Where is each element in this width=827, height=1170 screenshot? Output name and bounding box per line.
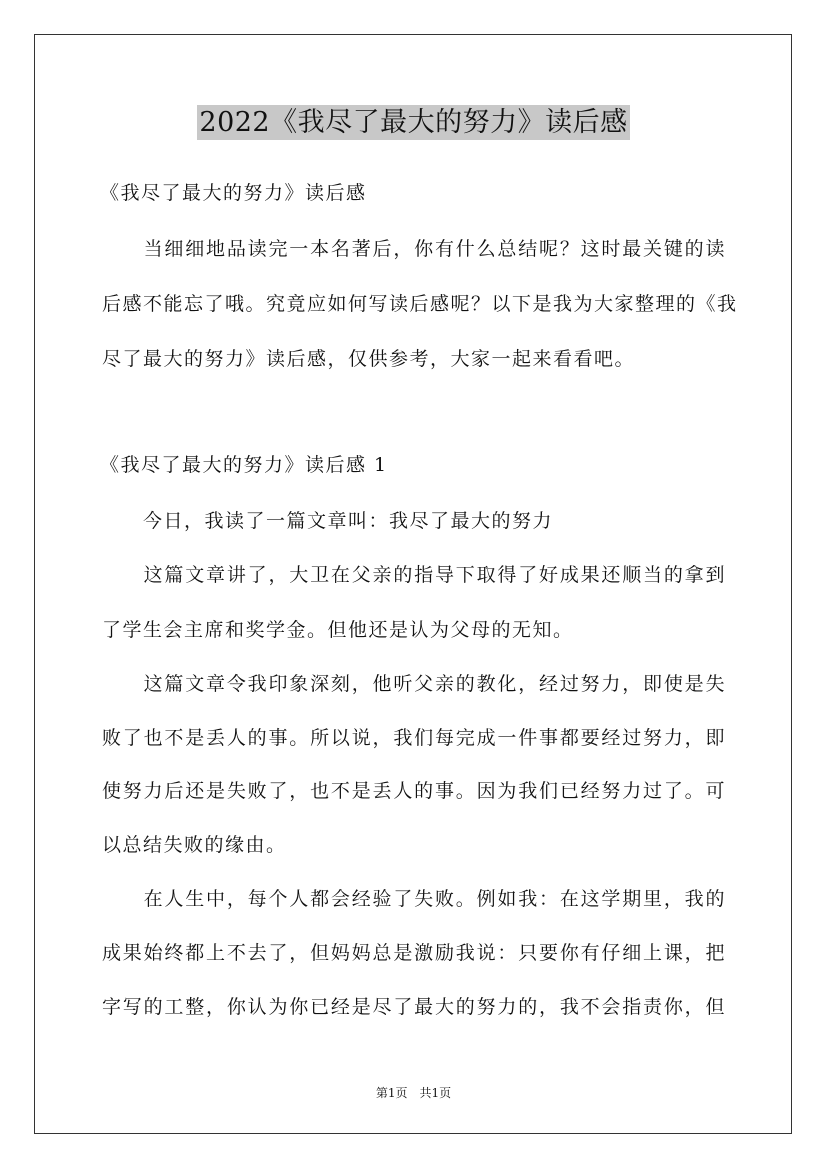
body-line-3: 了学生会主席和奖学金。但他还是认为父母的无知。 bbox=[102, 619, 574, 641]
body-line-7: 以总结失败的缘由。 bbox=[102, 834, 287, 856]
intro-line-1: 当细细地品读完一本名著后，你有什么总结呢？这时最关键的读 bbox=[102, 238, 726, 260]
document-title-wrap bbox=[0, 100, 827, 139]
body-line-9: 成果始终都上不去了，但妈妈总是激励我说：只要你有仔细上课，把 bbox=[102, 942, 726, 964]
section-heading: 《我尽了最大的努力》读后感 1 bbox=[100, 454, 388, 476]
body-line-6: 使努力后还是失败了，也不是丢人的事。因为我们已经努力过了。可 bbox=[102, 780, 726, 802]
body-line-2: 这篇文章讲了，大卫在父亲的指导下取得了好成果还顺当的拿到 bbox=[102, 564, 726, 586]
body-line-8: 在人生中，每个人都会经验了失败。例如我：在这学期里，我的 bbox=[102, 888, 726, 910]
body-line-1: 今日，我读了一篇文章叫：我尽了最大的努力 bbox=[102, 510, 554, 532]
body-line-5: 败了也不是丢人的事。所以说，我们每完成一件事都要经过努力，即 bbox=[102, 727, 726, 749]
body-line-4: 这篇文章令我印象深刻，他听父亲的教化，经过努力，即使是失 bbox=[102, 673, 726, 695]
intro-line-2: 后感不能忘了哦。究竟应如何写读后感呢？以下是我为大家整理的《我 bbox=[102, 293, 738, 315]
body-line-10: 字写的工整，你认为你已经是尽了最大的努力的，我不会指责你，但 bbox=[102, 996, 726, 1018]
intro-line-3: 尽了最大的努力》读后感，仅供参考，大家一起来看看吧。 bbox=[102, 348, 636, 370]
page-footer: 第1页 共1页 bbox=[375, 1086, 452, 1100]
subtitle: 《我尽了最大的努力》读后感 bbox=[100, 182, 367, 204]
document-title: 2022《我尽了最大的努力》读后感 bbox=[199, 107, 628, 138]
